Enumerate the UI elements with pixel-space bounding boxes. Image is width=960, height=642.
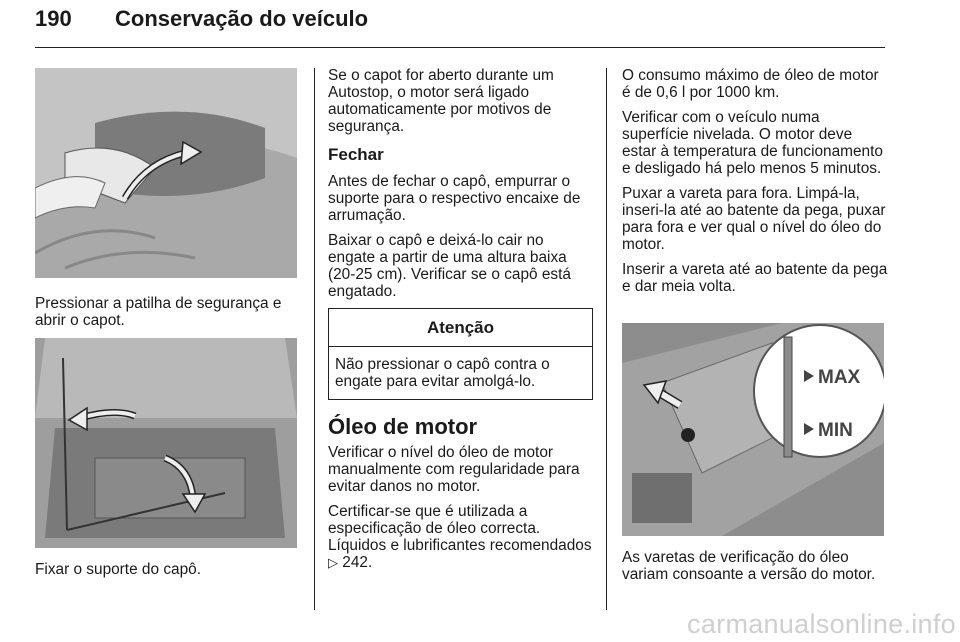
dipstick-min-label: MIN (818, 420, 853, 441)
chapter-title: Conservação do veículo (115, 6, 369, 31)
page-header (35, 6, 885, 46)
column-divider (314, 68, 315, 610)
oil-paragraph-1: Verificar o nível do óleo de motor manualmente com regularidade para evitar danos no motor. (328, 444, 580, 495)
dipstick-insert-paragraph: Inserir a vareta até ao batente da pega e dar meia volta. (622, 261, 888, 295)
caption-hood-release: Pressionar a patilha de segurança e abrir o capot. (35, 295, 282, 329)
close-heading: Fechar (328, 145, 384, 164)
page-reference-arrow-icon: ▷ (328, 555, 338, 570)
check-conditions-paragraph: Verificar com o veículo numa superfície nivelada. O motor deve estar à temperatura de funcionamento e desligado há pelo menos 5 minutos. (622, 109, 883, 177)
column-1-caption-block (35, 295, 305, 337)
warning-text: Não pressionar o capô contra o engate para evitar amolgá-lo. (335, 356, 550, 390)
page-reference-link[interactable]: 242. (342, 554, 373, 571)
caption-dipstick: As varetas de verificação do óleo variam consoante a versão do motor. (622, 549, 876, 583)
column-3-caption-block (622, 549, 888, 591)
oil-paragraph-2-text: Certificar-se que é utilizada a especificação de óleo correcta. Líquidos e lubrificantes recomendados (328, 503, 592, 554)
caption-hood-support: Fixar o suporte do capô. (35, 561, 201, 578)
page-number: 190 (35, 6, 72, 31)
column-divider (606, 68, 607, 610)
autostop-paragraph: Se o capot for aberto durante um Autostop, o motor será ligado automaticamente por motivos de segurança. (328, 67, 554, 135)
dipstick-check-paragraph: Puxar a vareta para fora. Limpá-la, inseri-la até ao batente da pega, puxar para fora e ver qual o nível do óleo do motor. (622, 185, 886, 253)
close-paragraph-1: Antes de fechar o capô, empurrar o suporte para o respectivo encaixe de arrumação. (328, 173, 581, 224)
section-heading-engine-oil: Óleo de motor (328, 414, 478, 439)
column-2 (328, 67, 593, 579)
oil-consumption-paragraph: O consumo máximo de óleo de motor é de 0,6 l por 1000 km. (622, 67, 879, 101)
warning-title: Atenção (329, 309, 592, 347)
oil-dipstick-illustration (622, 323, 884, 536)
watermark: carmanualsonline.info (687, 609, 956, 639)
warning-box (328, 308, 593, 400)
hood-support-illustration (35, 338, 297, 548)
column-1-caption-block-2 (35, 561, 305, 586)
header-rule (35, 47, 885, 48)
close-paragraph-2: Baixar o capô e deixá-lo cair no engate a partir de uma altura baixa (20-25 cm). Verificar se o capô está engatado. (328, 232, 571, 300)
oil-paragraph-2 (328, 503, 593, 571)
hood-release-illustration (35, 68, 297, 278)
dipstick-max-label: MAX (818, 367, 861, 388)
column-3 (622, 67, 888, 303)
